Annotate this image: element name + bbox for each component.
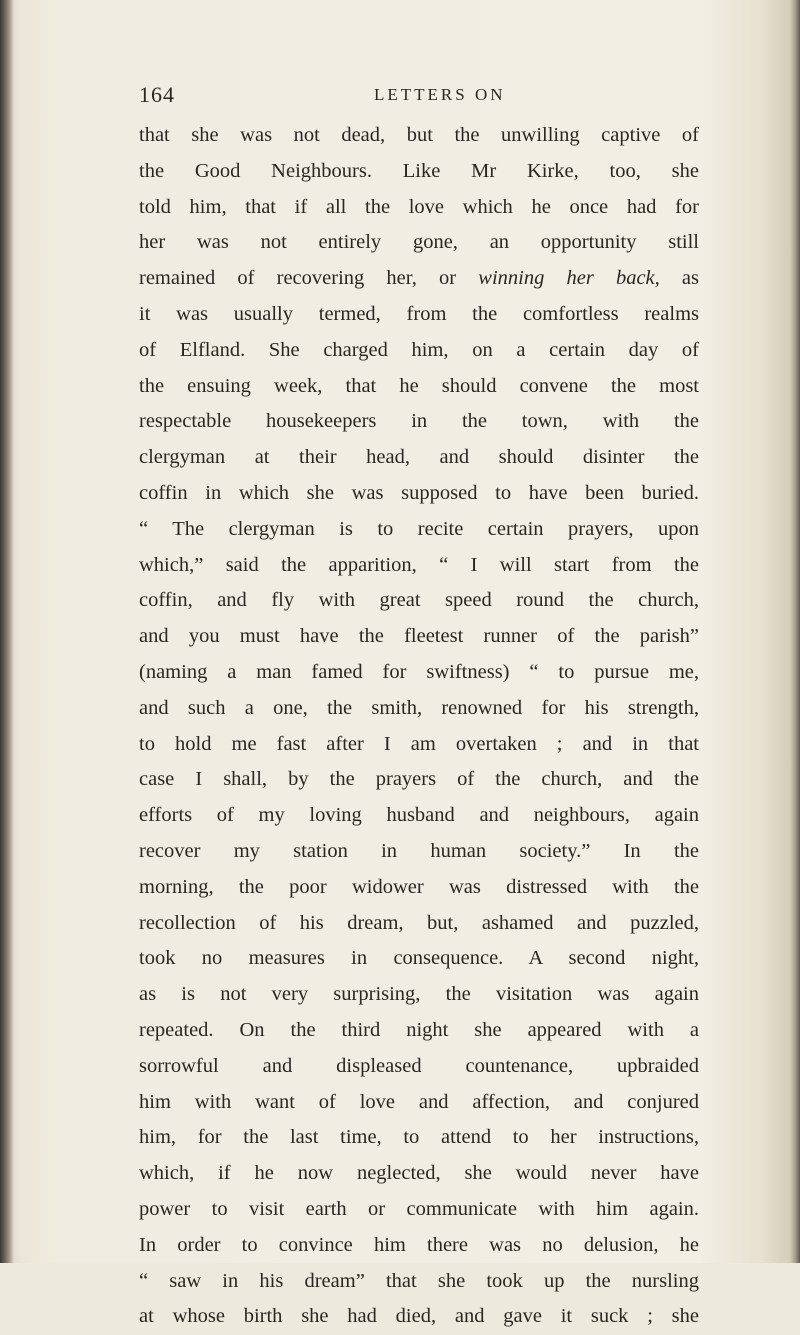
text-line: him, for the last time, to attend to her instructions, xyxy=(139,1126,699,1149)
text-line: to hold me fast after I am overtaken ; and in that xyxy=(139,732,699,755)
text-line: and you must have the fleetest runner of the parish” xyxy=(139,625,699,648)
text-line: that she was not dead, but the unwilling captive of xyxy=(139,124,699,146)
page-number: 164 xyxy=(139,82,175,107)
text-line: her was not entirely gone, an opportunity still xyxy=(139,231,699,254)
italic-phrase: winning her back, xyxy=(478,267,660,290)
text-line: which, if he now neglected, she would never have xyxy=(139,1162,699,1185)
text-line: sorrowful and displeased countenance, upbraided xyxy=(139,1054,699,1077)
text-line: clergyman at their head, and should disinter the xyxy=(139,446,699,469)
text-line: coffin, and fly with great speed round the church, xyxy=(139,589,699,612)
text-line: which,” said the apparition, “ I will start from the xyxy=(139,553,699,576)
text-line: the ensuing week, that he should convene the most xyxy=(139,374,699,397)
text-line: and such a one, the smith, renowned for his strength, xyxy=(139,696,699,719)
text-line: recollection of his dream, but, ashamed and puzzled, xyxy=(139,911,699,934)
text-line: took no measures in consequence. A second night, xyxy=(139,947,699,970)
text-line: recover my station in human society.” In the xyxy=(139,839,699,862)
text-line: case I shall, by the prayers of the church, and the xyxy=(139,768,699,791)
text-line: repeated. On the third night she appeared with a xyxy=(139,1018,699,1041)
text-line: him with want of love and affection, and conjured xyxy=(139,1090,699,1113)
text-line: at whose birth she had died, and gave it suck ; she xyxy=(139,1305,699,1328)
page-header xyxy=(139,82,699,112)
text-line: of Elfland. She charged him, on a certain day of xyxy=(139,338,699,361)
text-line: In order to convince him there was no delusion, he xyxy=(139,1233,699,1256)
text-segment: remained of recovering her, or xyxy=(139,267,479,290)
running-head: LETTERS ON xyxy=(374,85,506,104)
text-line: respectable housekeepers in the town, with the xyxy=(139,410,699,433)
text-line xyxy=(139,261,699,297)
body-text xyxy=(139,118,699,1335)
text-line: (naming a man famed for swiftness) “ to pursue me, xyxy=(139,660,699,683)
text-line: efforts of my loving husband and neighbours, again xyxy=(139,804,699,827)
text-line: the Good Neighbours. Like Mr Kirke, too, she xyxy=(139,159,699,182)
text-line: told him, that if all the love which he once had for xyxy=(139,195,699,218)
text-line: “ The clergyman is to recite certain prayers, upon xyxy=(139,517,699,540)
text-segment: as xyxy=(659,267,700,290)
binding-edge-left xyxy=(0,0,14,1263)
text-line: “ saw in his dream” that she took up the nursling xyxy=(139,1269,699,1292)
text-line: it was usually termed, from the comfortless realms xyxy=(139,302,699,325)
text-line: morning, the poor widower was distressed with the xyxy=(139,875,699,898)
text-line: coffin in which she was supposed to have been buried. xyxy=(139,481,699,504)
text-line: as is not very surprising, the visitation was again xyxy=(139,983,699,1006)
page-edge-right xyxy=(790,0,800,1263)
text-line: power to visit earth or communicate with him again. xyxy=(139,1197,699,1220)
